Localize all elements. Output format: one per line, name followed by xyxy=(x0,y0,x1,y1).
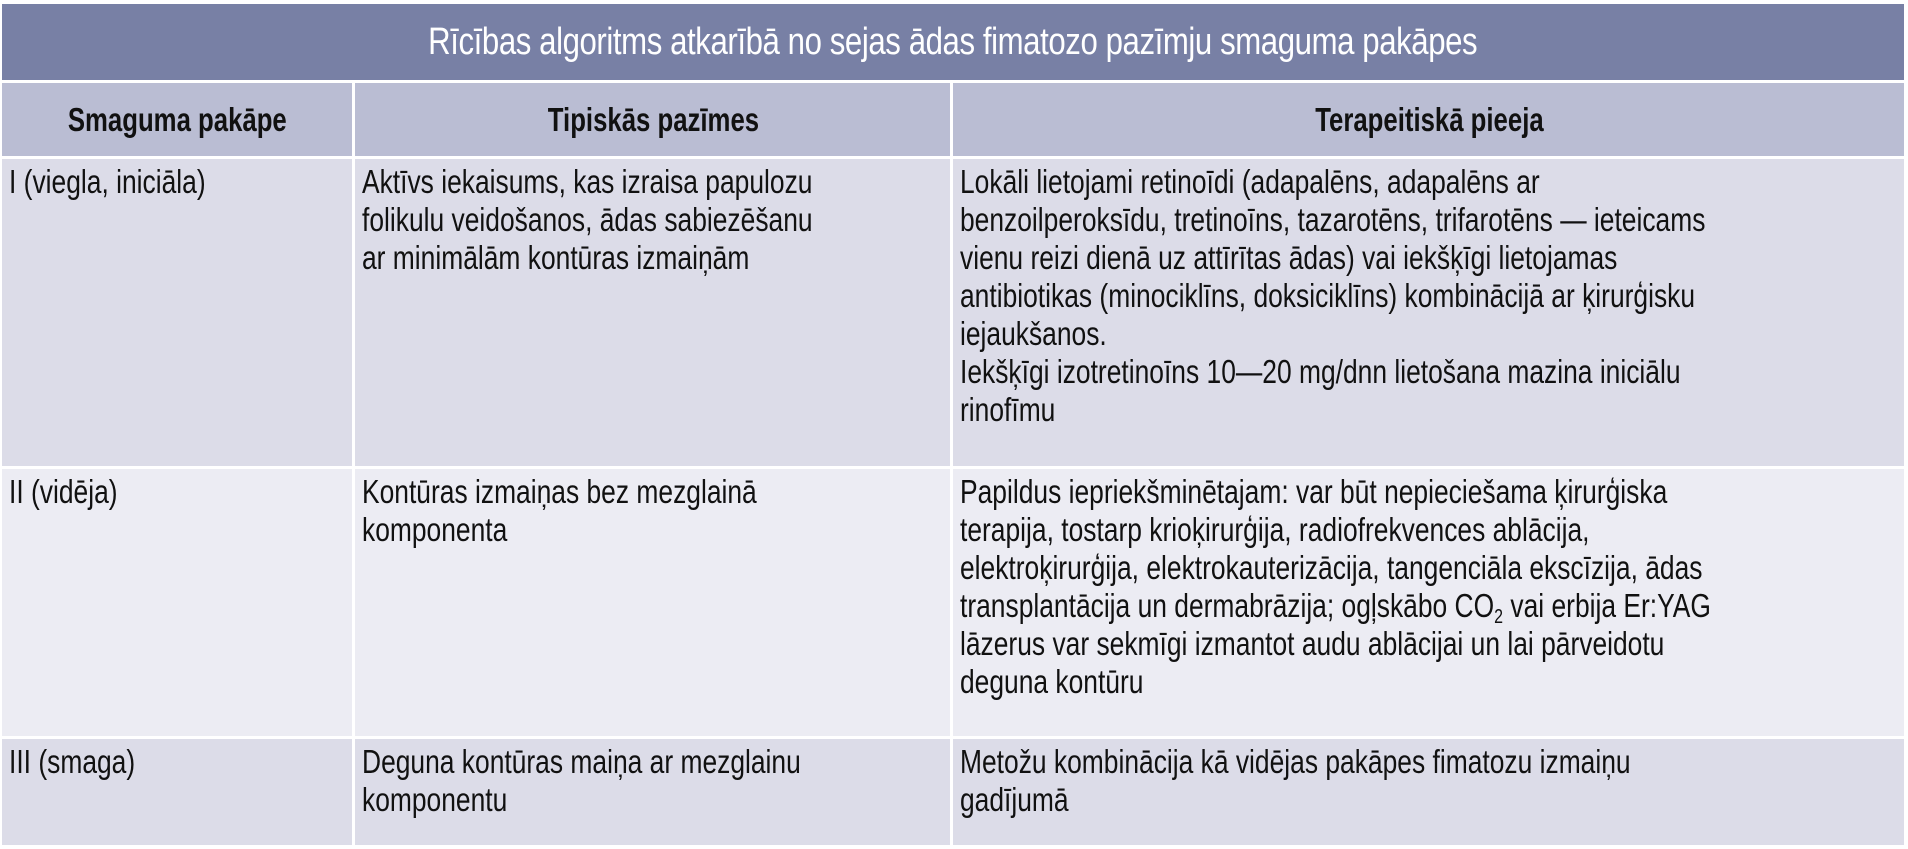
severity-cell xyxy=(2,469,352,736)
signs-text-line: Aktīvs iekaisums, kas izraisa papulozu xyxy=(362,163,813,200)
table-title-text: Rīcības algoritms atkarībā no sejas ādas fimatozo pazīmju smaguma pakāpes xyxy=(428,20,1478,63)
severity-algorithm-table xyxy=(2,4,1904,848)
signs-cell xyxy=(355,469,950,736)
therapy-text-line-co2 xyxy=(960,587,1898,628)
therapy-text-line: iejaukšanos. xyxy=(960,315,1107,352)
therapy-text-line: Metožu kombinācija kā vidējas pakāpes fimatozu izmaiņu xyxy=(960,743,1631,780)
co2-line-before: transplantācija un dermabrāzija; ogļskābo CO xyxy=(960,587,1495,624)
therapy-text-line: terapija, tostarp krioķirurģija, radiofrekvences ablācija, xyxy=(960,511,1590,548)
signs-text-line: komponenta xyxy=(362,511,508,548)
co2-line-after: vai erbija Er:YAG xyxy=(1503,587,1711,624)
column-header-severity xyxy=(2,83,352,156)
signs-cell xyxy=(355,739,950,845)
therapy-text-line: antibiotikas (minociklīns, doksiciklīns) kombinācijā ar ķirurģisku xyxy=(960,277,1696,314)
table-header-row xyxy=(2,83,1904,156)
therapy-text-line: deguna kontūru xyxy=(960,663,1144,700)
therapy-text-line: Lokāli lietojami retinoīdi (adapalēns, adapalēns ar xyxy=(960,163,1540,200)
signs-text-line: folikulu veidošanos, ādas sabiezēšanu xyxy=(362,201,813,238)
therapy-cell xyxy=(953,739,1904,845)
table-row xyxy=(2,739,1904,845)
signs-text-line: komponentu xyxy=(362,781,508,818)
signs-text-line: Deguna kontūras maiņa ar mezglainu xyxy=(362,743,801,780)
therapy-text-line: Papildus iepriekšminētajam: var būt nepieciešama ķirurģiska xyxy=(960,473,1668,510)
therapy-text-line: Iekšķīgi izotretinoīns 10—20 mg/dnn lietošana mazina iniciālu xyxy=(960,353,1681,390)
therapy-cell xyxy=(953,159,1904,466)
column-header-therapy xyxy=(953,83,1904,156)
therapy-text-line: benzoilperoksīdu, tretinoīns, tazarotēns, trifarotēns — ieteicams xyxy=(960,201,1706,238)
signs-text-line: Kontūras izmaiņas bez mezglainā xyxy=(362,473,757,510)
co2-subscript: 2 xyxy=(1494,606,1504,628)
severity-cell xyxy=(2,159,352,466)
column-header-text: Tipiskās pazīmes xyxy=(547,100,759,138)
therapy-text-line: lāzerus var sekmīgi izmantot audu ablācijai un lai pārveidotu xyxy=(960,625,1665,662)
column-header-text: Terapeitiskā pieeja xyxy=(1314,100,1544,138)
therapy-text-line: vienu reizi dienā uz attīrītas ādas) vai iekšķīgi lietojamas xyxy=(960,239,1618,276)
signs-cell xyxy=(355,159,950,466)
therapy-text-line: gadījumā xyxy=(960,781,1069,818)
signs-text-line: ar minimālām kontūras izmaiņām xyxy=(362,239,750,276)
therapy-text-line: rinofīmu xyxy=(960,391,1056,428)
therapy-cell xyxy=(953,469,1904,736)
severity-text: II (vidēja) xyxy=(9,473,118,510)
therapy-text-line: elektroķirurģija, elektrokauterizācija, tangenciāla ekscīzija, ādas xyxy=(960,549,1703,586)
severity-text: III (smaga) xyxy=(9,743,136,780)
severity-text: I (viegla, iniciāla) xyxy=(9,163,206,200)
column-header-signs xyxy=(355,83,950,156)
table-row xyxy=(2,469,1904,736)
column-header-text: Smaguma pakāpe xyxy=(68,100,287,138)
table-row xyxy=(2,159,1904,466)
severity-cell xyxy=(2,739,352,845)
table-title xyxy=(2,4,1904,80)
